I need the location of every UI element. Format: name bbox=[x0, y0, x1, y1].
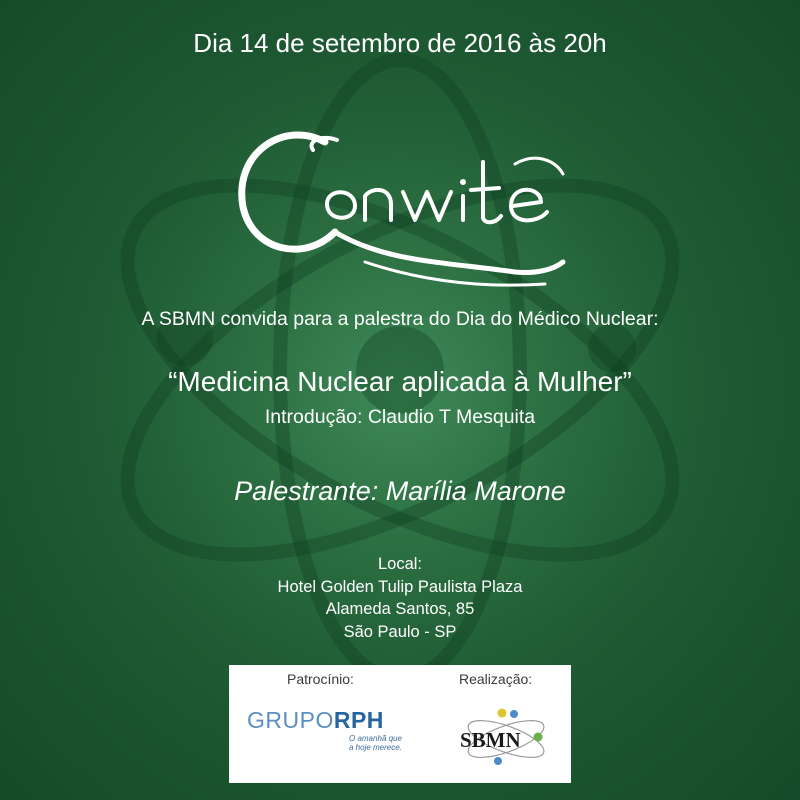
sbmn-logo-text: SBMN bbox=[460, 728, 521, 752]
sbmn-logo bbox=[454, 701, 554, 771]
venue-name: Hotel Golden Tulip Paulista Plaza bbox=[277, 578, 523, 596]
event-date: Dia 14 de setembro de 2016 às 20h bbox=[193, 28, 607, 58]
sponsorship-label: Patrocínio: bbox=[287, 671, 354, 687]
grupo-rph-logo bbox=[247, 707, 384, 734]
sponsor-panel bbox=[229, 665, 571, 783]
venue-label: Local: bbox=[377, 555, 423, 573]
venue-address: Alameda Santos, 85 bbox=[325, 600, 475, 618]
venue-city: São Paulo - SP bbox=[343, 623, 457, 641]
invitation-intro: A SBMN convida para a palestra do Dia do Médico Nuclear: bbox=[141, 308, 659, 330]
convite-heading bbox=[215, 112, 575, 302]
speaker-name: Palestrante: Marília Marone bbox=[234, 476, 566, 506]
rph-tagline-line-2: a hoje merece. bbox=[349, 743, 402, 752]
rph-tagline bbox=[349, 734, 402, 752]
talk-title: “Medicina Nuclear aplicada à Mulher” bbox=[168, 366, 632, 397]
rph-tagline-line-1: O amanhã que bbox=[349, 734, 402, 743]
rph-logo-suffix: RPH bbox=[333, 707, 384, 733]
talk-introduction: Introdução: Claudio T Mesquita bbox=[264, 406, 536, 428]
rph-logo-prefix: GRUPO bbox=[247, 707, 334, 733]
organizer-label: Realização: bbox=[459, 671, 533, 687]
